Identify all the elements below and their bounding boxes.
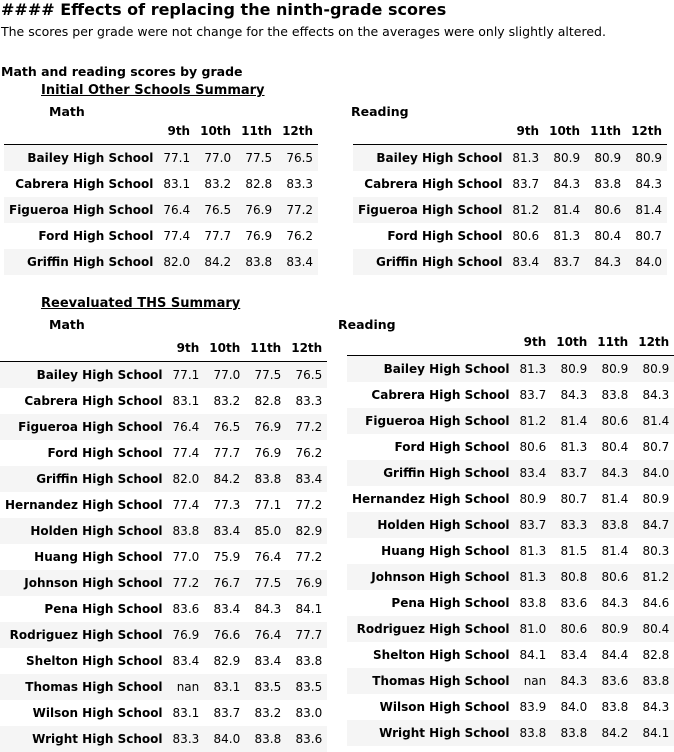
school-name: Cabrera High School xyxy=(24,394,163,408)
school-name: Shelton High School xyxy=(373,648,510,662)
school-name: Thomas High School xyxy=(25,680,163,694)
table-row xyxy=(347,538,674,564)
school-name: Figueroa High School xyxy=(358,203,503,217)
score-cell: 84.1 xyxy=(642,726,670,740)
score-cell: 83.2 xyxy=(254,706,282,720)
score-cell: 83.8 xyxy=(245,255,273,269)
header-row xyxy=(0,334,327,362)
score-cell: 76.6 xyxy=(213,628,241,642)
score-cell: 80.6 xyxy=(519,440,547,454)
school-name: Wright High School xyxy=(379,726,510,740)
score-cell: 76.2 xyxy=(286,229,314,243)
score-cell: 81.3 xyxy=(560,440,588,454)
score-cell: 83.4 xyxy=(295,472,323,486)
table-row xyxy=(353,171,667,197)
column-header: 9th xyxy=(515,328,552,356)
score-cell: 77.2 xyxy=(286,203,314,217)
score-cell: 80.9 xyxy=(635,151,663,165)
score-cell: nan xyxy=(176,680,200,694)
table-row xyxy=(347,434,674,460)
table-row xyxy=(347,616,674,642)
score-cell: 81.4 xyxy=(601,544,629,558)
score-cell: 83.8 xyxy=(594,177,622,191)
table-row xyxy=(347,460,674,486)
header-row xyxy=(4,117,318,145)
column-header: 12th xyxy=(277,117,318,145)
school-name: Pena High School xyxy=(391,596,510,610)
score-cell: 76.4 xyxy=(172,420,200,434)
column-header: 11th xyxy=(245,334,286,362)
school-name: Johnson High School xyxy=(24,576,163,590)
school-name: Rodriguez High School xyxy=(9,628,163,642)
score-cell: 77.2 xyxy=(295,420,323,434)
score-cell: 83.2 xyxy=(204,177,232,191)
table-row xyxy=(4,145,318,172)
table-row xyxy=(353,145,667,172)
score-cell: 84.3 xyxy=(553,177,581,191)
table-row xyxy=(347,382,674,408)
score-cell: 77.4 xyxy=(172,446,200,460)
score-cell: 77.7 xyxy=(204,229,232,243)
score-cell: 80.8 xyxy=(560,570,588,584)
score-cell: 84.1 xyxy=(295,602,323,616)
table-row xyxy=(0,596,327,622)
score-cell: 80.3 xyxy=(642,544,670,558)
column-header: 9th xyxy=(507,117,544,145)
score-cell: 77.3 xyxy=(213,498,241,512)
initial-math-label: Math xyxy=(49,104,85,119)
school-name: Johnson High School xyxy=(371,570,510,584)
score-cell: 84.2 xyxy=(204,255,232,269)
score-cell: 83.8 xyxy=(601,388,629,402)
score-cell: 84.3 xyxy=(560,388,588,402)
score-cell: 81.3 xyxy=(512,151,540,165)
score-cell: 83.4 xyxy=(213,524,241,538)
table-row xyxy=(353,197,667,223)
school-name: Griffin High School xyxy=(376,255,503,269)
score-cell: 83.4 xyxy=(519,466,547,480)
school-name: Ford High School xyxy=(394,440,510,454)
school-name: Wilson High School xyxy=(32,706,163,720)
score-cell: 83.8 xyxy=(601,700,629,714)
score-cell: 83.8 xyxy=(295,654,323,668)
index-corner xyxy=(353,117,507,145)
table-row xyxy=(347,668,674,694)
score-cell: 83.4 xyxy=(213,602,241,616)
score-cell: 84.3 xyxy=(601,466,629,480)
score-cell: 76.2 xyxy=(295,446,323,460)
score-cell: 80.9 xyxy=(519,492,547,506)
table-row xyxy=(353,249,667,275)
table-row xyxy=(0,388,327,414)
score-cell: 83.8 xyxy=(519,596,547,610)
score-cell: 83.4 xyxy=(286,255,314,269)
score-cell: 83.8 xyxy=(254,472,282,486)
index-corner xyxy=(0,334,168,362)
table-row xyxy=(0,492,327,518)
score-cell: 75.9 xyxy=(213,550,241,564)
score-cell: 80.9 xyxy=(553,151,581,165)
score-cell: 83.7 xyxy=(213,706,241,720)
score-cell: 83.8 xyxy=(172,524,200,538)
score-cell: 81.2 xyxy=(519,414,547,428)
score-cell: 76.5 xyxy=(295,368,323,382)
score-cell: 83.8 xyxy=(601,518,629,532)
score-cell: 77.7 xyxy=(295,628,323,642)
score-cell: 83.0 xyxy=(295,706,323,720)
score-cell: 80.6 xyxy=(601,414,629,428)
score-cell: 84.3 xyxy=(635,177,663,191)
score-cell: 81.3 xyxy=(519,570,547,584)
table-row xyxy=(0,414,327,440)
school-name: Pena High School xyxy=(44,602,163,616)
score-cell: 82.0 xyxy=(172,472,200,486)
score-cell: 83.6 xyxy=(172,602,200,616)
score-cell: 80.7 xyxy=(560,492,588,506)
school-name: Holden High School xyxy=(30,524,163,538)
score-cell: 83.3 xyxy=(295,394,323,408)
score-cell: 81.4 xyxy=(553,203,581,217)
score-cell: 80.4 xyxy=(642,622,670,636)
score-cell: 83.5 xyxy=(295,680,323,694)
school-name: Bailey High School xyxy=(36,368,163,382)
table-row xyxy=(4,197,318,223)
column-header: 11th xyxy=(585,117,626,145)
score-cell: 80.4 xyxy=(601,440,629,454)
index-corner xyxy=(4,117,158,145)
score-cell: 76.5 xyxy=(213,420,241,434)
score-cell: 83.8 xyxy=(560,726,588,740)
table-row xyxy=(0,700,327,726)
score-cell: 84.0 xyxy=(642,466,670,480)
table-row xyxy=(347,590,674,616)
score-cell: 77.1 xyxy=(172,368,200,382)
score-cell: 77.2 xyxy=(295,550,323,564)
table-row xyxy=(0,518,327,544)
school-name: Cabrera High School xyxy=(371,388,510,402)
school-name: Cabrera High School xyxy=(15,177,154,191)
score-cell: 83.8 xyxy=(642,674,670,688)
score-cell: 81.5 xyxy=(560,544,588,558)
score-cell: 80.9 xyxy=(642,492,670,506)
score-cell: 77.5 xyxy=(254,368,282,382)
score-cell: 76.9 xyxy=(172,628,200,642)
score-cell: 83.4 xyxy=(560,648,588,662)
score-cell: 83.6 xyxy=(560,596,588,610)
initial-math-table xyxy=(4,117,318,275)
score-cell: 83.4 xyxy=(512,255,540,269)
score-cell: 84.7 xyxy=(642,518,670,532)
school-name: Figueroa High School xyxy=(18,420,163,434)
reevaluated-math-label: Math xyxy=(49,317,85,332)
column-header: 11th xyxy=(592,328,633,356)
score-cell: 82.0 xyxy=(163,255,191,269)
score-cell: 83.4 xyxy=(254,654,282,668)
score-cell: 81.4 xyxy=(635,203,663,217)
score-cell: 84.0 xyxy=(560,700,588,714)
column-header: 10th xyxy=(544,117,585,145)
table-row xyxy=(347,356,674,383)
reevaluated-summary-title: Reevaluated THS Summary xyxy=(41,296,241,311)
score-cell: 83.7 xyxy=(553,255,581,269)
score-cell: 84.3 xyxy=(642,388,670,402)
school-name: Hernandez High School xyxy=(352,492,510,506)
table-row xyxy=(347,720,674,746)
score-cell: nan xyxy=(523,674,547,688)
score-cell: 84.6 xyxy=(642,596,670,610)
table-row xyxy=(347,564,674,590)
table-row xyxy=(4,223,318,249)
school-name: Griffin High School xyxy=(27,255,154,269)
school-name: Cabrera High School xyxy=(364,177,503,191)
score-cell: 83.3 xyxy=(172,732,200,746)
score-cell: 77.2 xyxy=(172,576,200,590)
table-row xyxy=(0,674,327,700)
table-row xyxy=(0,726,327,752)
table-row xyxy=(0,466,327,492)
score-cell: 82.8 xyxy=(245,177,273,191)
score-cell: 76.4 xyxy=(254,550,282,564)
score-cell: 80.6 xyxy=(594,203,622,217)
score-cell: 84.3 xyxy=(254,602,282,616)
score-cell: 83.9 xyxy=(519,700,547,714)
table-row xyxy=(347,694,674,720)
score-cell: 83.1 xyxy=(172,394,200,408)
school-name: Figueroa High School xyxy=(365,414,510,428)
score-cell: 77.5 xyxy=(245,151,273,165)
column-header: 10th xyxy=(195,117,236,145)
score-cell: 82.9 xyxy=(213,654,241,668)
score-cell: 84.4 xyxy=(601,648,629,662)
school-name: Thomas High School xyxy=(372,674,510,688)
score-cell: 83.1 xyxy=(213,680,241,694)
score-cell: 76.4 xyxy=(163,203,191,217)
index-corner xyxy=(347,328,515,356)
score-cell: 76.5 xyxy=(286,151,314,165)
table-row xyxy=(4,171,318,197)
score-cell: 77.7 xyxy=(213,446,241,460)
school-name: Holden High School xyxy=(377,518,510,532)
school-name: Figueroa High School xyxy=(9,203,154,217)
school-name: Shelton High School xyxy=(26,654,163,668)
score-cell: 80.9 xyxy=(601,622,629,636)
score-cell: 76.7 xyxy=(213,576,241,590)
score-cell: 83.3 xyxy=(286,177,314,191)
score-cell: 82.8 xyxy=(642,648,670,662)
score-cell: 84.2 xyxy=(213,472,241,486)
score-cell: 84.3 xyxy=(560,674,588,688)
table-row xyxy=(0,622,327,648)
header-row xyxy=(347,328,674,356)
score-cell: 83.6 xyxy=(601,674,629,688)
score-cell: 84.0 xyxy=(635,255,663,269)
initial-reading-table xyxy=(353,117,667,275)
score-cell: 80.6 xyxy=(560,622,588,636)
score-cell: 76.9 xyxy=(295,576,323,590)
column-header: 11th xyxy=(236,117,277,145)
score-cell: 82.9 xyxy=(295,524,323,538)
score-cell: 77.0 xyxy=(172,550,200,564)
school-name: Wilson High School xyxy=(379,700,510,714)
score-cell: 81.3 xyxy=(519,362,547,376)
score-cell: 77.0 xyxy=(204,151,232,165)
column-header: 9th xyxy=(158,117,195,145)
table-row xyxy=(0,648,327,674)
score-cell: 83.1 xyxy=(172,706,200,720)
score-cell: 84.1 xyxy=(519,648,547,662)
score-cell: 84.3 xyxy=(601,596,629,610)
score-cell: 77.1 xyxy=(163,151,191,165)
column-header: 10th xyxy=(551,328,592,356)
score-cell: 76.5 xyxy=(204,203,232,217)
score-cell: 84.3 xyxy=(594,255,622,269)
school-name: Bailey High School xyxy=(27,151,154,165)
initial-summary-title: Initial Other Schools Summary xyxy=(41,83,265,98)
reevaluated-reading-table xyxy=(347,328,674,746)
score-cell: 76.9 xyxy=(245,203,273,217)
score-cell: 77.4 xyxy=(172,498,200,512)
school-name: Griffin High School xyxy=(383,466,510,480)
score-cell: 84.3 xyxy=(642,700,670,714)
score-cell: 76.9 xyxy=(254,420,282,434)
score-cell: 83.2 xyxy=(213,394,241,408)
column-header: 10th xyxy=(204,334,245,362)
initial-reading-label: Reading xyxy=(351,104,409,119)
intro-paragraph: The scores per grade were not change for the effects on the averages were only slightly altered. xyxy=(1,24,606,39)
score-cell: 83.4 xyxy=(172,654,200,668)
subheading: Math and reading scores by grade xyxy=(1,64,243,79)
score-cell: 84.2 xyxy=(601,726,629,740)
score-cell: 82.8 xyxy=(254,394,282,408)
column-header: 12th xyxy=(633,328,674,356)
score-cell: 83.7 xyxy=(512,177,540,191)
reevaluated-reading-label: Reading xyxy=(338,317,396,332)
score-cell: 80.6 xyxy=(601,570,629,584)
score-cell: 83.8 xyxy=(519,726,547,740)
score-cell: 77.5 xyxy=(254,576,282,590)
score-cell: 80.9 xyxy=(601,362,629,376)
table-row xyxy=(0,362,327,389)
school-name: Huang High School xyxy=(381,544,510,558)
column-header: 9th xyxy=(168,334,205,362)
school-name: Griffin High School xyxy=(36,472,163,486)
score-cell: 77.4 xyxy=(163,229,191,243)
table-row xyxy=(347,408,674,434)
table-row xyxy=(0,570,327,596)
table-row xyxy=(347,486,674,512)
school-name: Wright High School xyxy=(32,732,163,746)
score-cell: 80.9 xyxy=(594,151,622,165)
score-cell: 83.8 xyxy=(254,732,282,746)
school-name: Rodriguez High School xyxy=(356,622,510,636)
score-cell: 81.4 xyxy=(601,492,629,506)
score-cell: 76.4 xyxy=(254,628,282,642)
column-header: 12th xyxy=(286,334,327,362)
score-cell: 83.7 xyxy=(519,388,547,402)
header-row xyxy=(353,117,667,145)
score-cell: 81.2 xyxy=(642,570,670,584)
school-name: Huang High School xyxy=(34,550,163,564)
table-row xyxy=(347,642,674,668)
score-cell: 81.4 xyxy=(560,414,588,428)
score-cell: 83.7 xyxy=(560,466,588,480)
table-row xyxy=(353,223,667,249)
score-cell: 81.2 xyxy=(512,203,540,217)
school-name: Ford High School xyxy=(38,229,154,243)
score-cell: 80.7 xyxy=(635,229,663,243)
score-cell: 80.7 xyxy=(642,440,670,454)
table-row xyxy=(0,544,327,570)
score-cell: 80.9 xyxy=(642,362,670,376)
score-cell: 85.0 xyxy=(254,524,282,538)
score-cell: 81.3 xyxy=(519,544,547,558)
score-cell: 83.1 xyxy=(163,177,191,191)
table-row xyxy=(4,249,318,275)
score-cell: 81.3 xyxy=(553,229,581,243)
table-row xyxy=(0,440,327,466)
score-cell: 80.4 xyxy=(594,229,622,243)
score-cell: 80.6 xyxy=(512,229,540,243)
score-cell: 81.0 xyxy=(519,622,547,636)
school-name: Ford High School xyxy=(387,229,503,243)
score-cell: 83.7 xyxy=(519,518,547,532)
score-cell: 84.0 xyxy=(213,732,241,746)
score-cell: 76.9 xyxy=(254,446,282,460)
school-name: Hernandez High School xyxy=(5,498,163,512)
score-cell: 80.9 xyxy=(560,362,588,376)
table-row xyxy=(347,512,674,538)
score-cell: 83.3 xyxy=(560,518,588,532)
reevaluated-math-table xyxy=(0,334,327,752)
school-name: Bailey High School xyxy=(376,151,503,165)
score-cell: 81.4 xyxy=(642,414,670,428)
score-cell: 83.5 xyxy=(254,680,282,694)
score-cell: 77.0 xyxy=(213,368,241,382)
score-cell: 77.1 xyxy=(254,498,282,512)
section-heading: #### Effects of replacing the ninth-grade scores xyxy=(1,0,447,19)
column-header: 12th xyxy=(626,117,667,145)
score-cell: 83.6 xyxy=(295,732,323,746)
school-name: Bailey High School xyxy=(383,362,510,376)
score-cell: 76.9 xyxy=(245,229,273,243)
score-cell: 77.2 xyxy=(295,498,323,512)
school-name: Ford High School xyxy=(47,446,163,460)
